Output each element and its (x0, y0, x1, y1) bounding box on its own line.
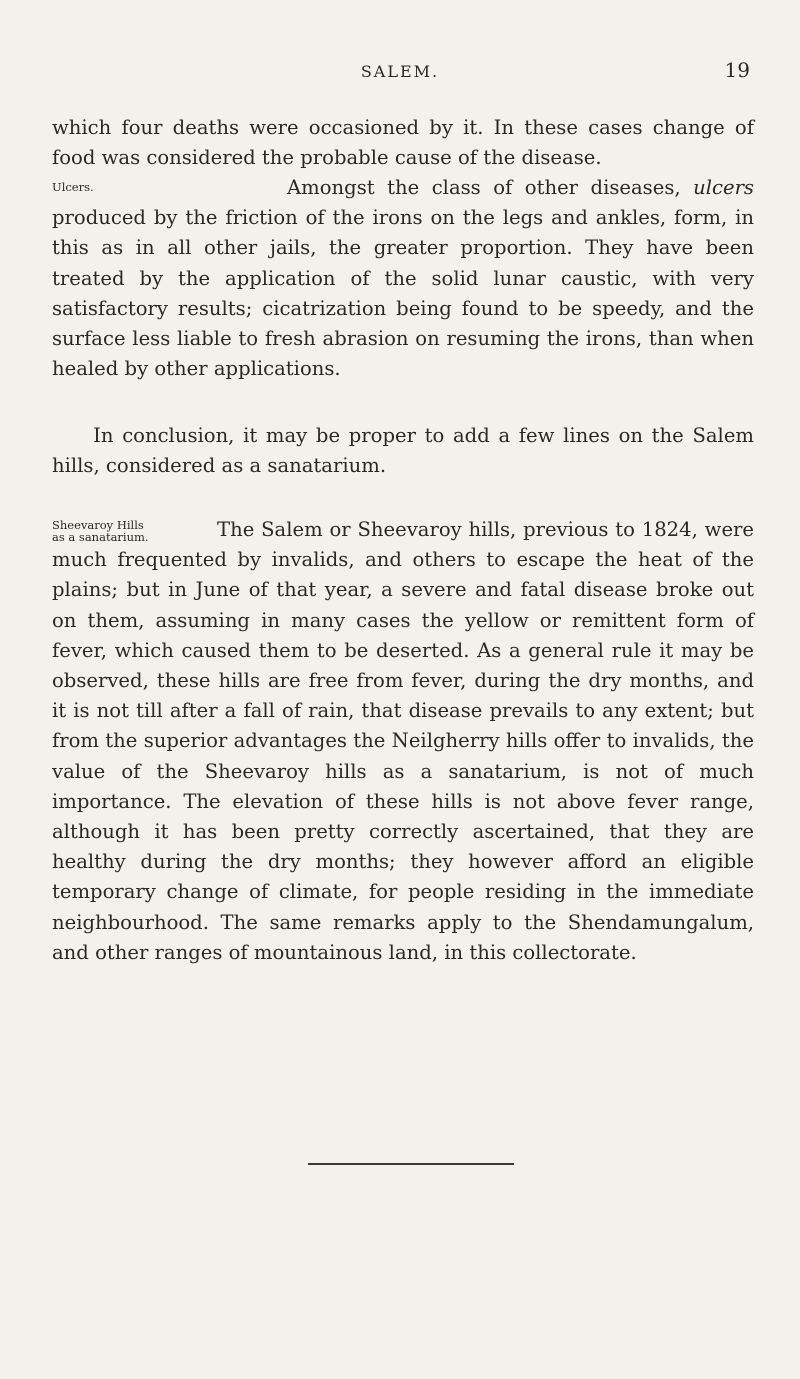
paragraph-2-rest: produced by the friction of the irons on the legs and ankles, form, in this as in all other jails, the greater proportion. They have been treated by the application of the solid lunar caustic, with very satisfactory results; cicatrization being found to be speedy, and the surface less liable to fresh abrasion on resuming the irons, than when healed by other applications. (52, 206, 754, 381)
page-number: 19 (724, 58, 750, 82)
page-header (0, 58, 800, 92)
end-rule (308, 1163, 514, 1165)
paragraph-1: which four deaths were occasioned by it. In these cases change of food was considered the probable cause of the disease. (52, 116, 754, 170)
paragraph-4: The Salem or Sheevaroy hills, previous to 1824, were much frequented by invalids, and others to escape the heat of the plains; but in June of that year, a severe and fatal disease broke out on them, assuming in many cases the yellow or remittent form of fever, which caused them to be deserted. As a general rule it may be observed, these hills are free from fever, during the dry months, and it is not till after a fall of rain, that disease prevails to any extent; but from the superior advantages the Neilgherry hills offer to invalids, the value of the Sheevaroy hills as a sanatarium, is not of much importance. The elevation of these hills is not above fever range, although it has been pretty correctly ascertained, that they are healthy during the dry months; they however afford an eligible temporary change of climate, for people residing in the immediate neighbourhood. The same remarks apply to the Shendamungalum, and other ranges of mountainous land, in this collectorate. (52, 518, 754, 964)
paragraph-2-italic-term: ulcers (693, 176, 754, 199)
paragraph-conclusion-block (52, 421, 754, 481)
paragraph-ulcers-block (52, 173, 754, 384)
sidenote-ulcers: Ulcers. (52, 180, 94, 194)
running-head: SALEM. (360, 62, 440, 81)
paragraph-2 (52, 173, 754, 384)
paragraph-3: In conclusion, it may be proper to add a few lines on the Salem hills, considered as a sanatarium. (52, 424, 754, 478)
paragraph-2-start: Amongst the class of other diseases, (287, 176, 694, 199)
paragraph-continuation (52, 113, 754, 173)
paragraph-sheevaroy-block (52, 515, 754, 968)
sidenote-sheevaroy-line-1: Sheevaroy Hills (52, 518, 144, 532)
sidenote-sheevaroy-line-2: as a sanatarium. (52, 530, 149, 544)
